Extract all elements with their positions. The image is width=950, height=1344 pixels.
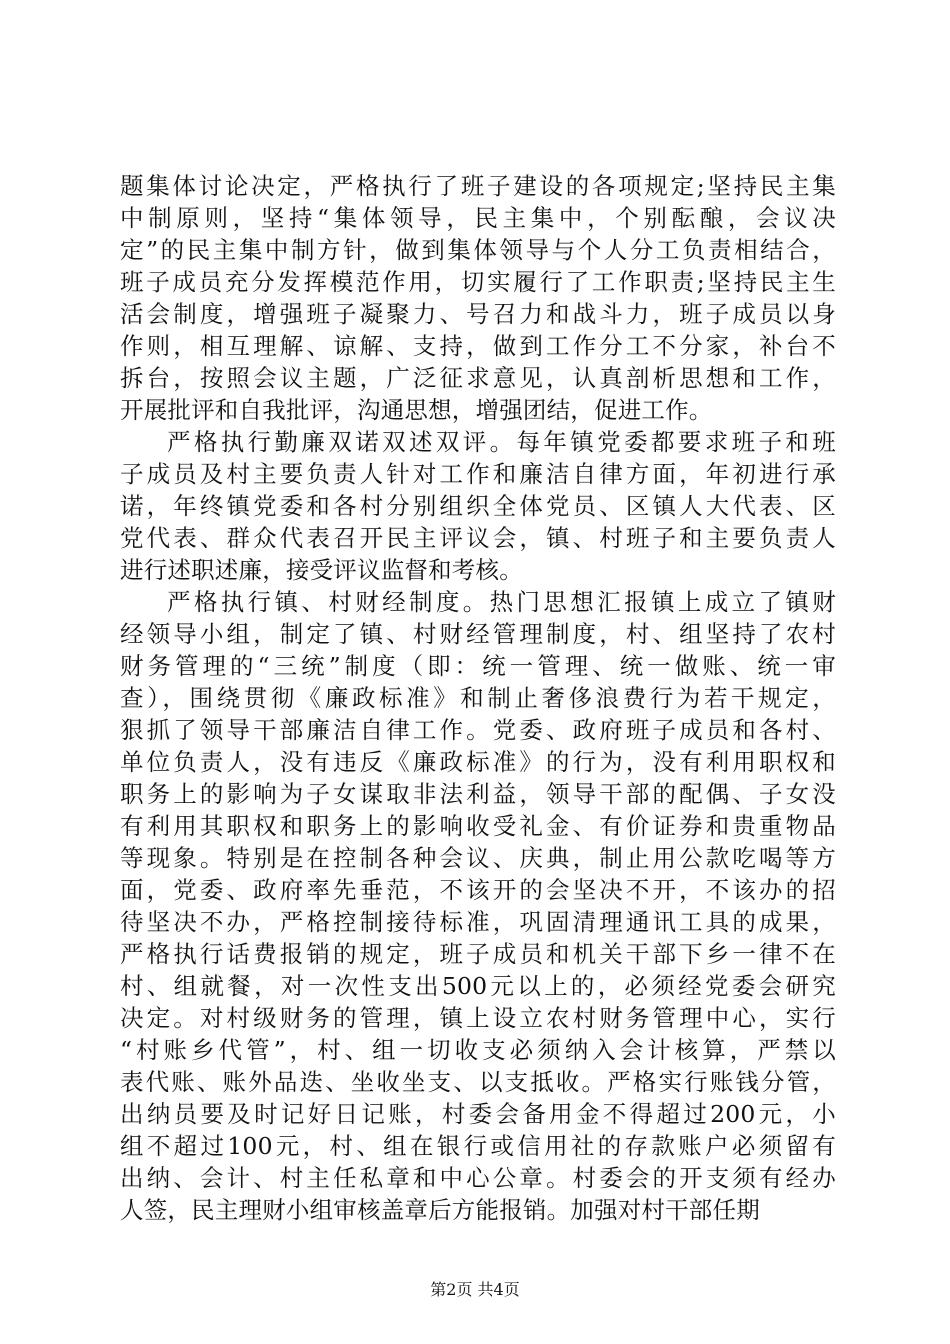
text-line: 诺，年终镇党委和各村分别组织全体党员、区镇人大代表、区	[120, 492, 836, 520]
document-body	[120, 170, 836, 1226]
text-line: 定”的民主集中制方针，做到集体领导与个人分工负责相结合，	[120, 236, 836, 264]
text-line: 子成员及村主要负责人针对工作和廉洁自律方面，年初进行承	[120, 460, 836, 488]
text-line: “村账乡代管”，村、组一切收支必须纳入会计核算，严禁以	[120, 1036, 836, 1064]
text-line: 拆台，按照会议主题，广泛征求意见，认真剖析思想和工作，	[120, 364, 836, 392]
text-line: 面，党委、政府率先垂范，不该开的会坚决不开，不该办的招	[120, 876, 836, 904]
text-line: 有利用其职权和职务上的影响收受礼金、有价证券和贵重物品	[120, 812, 836, 840]
text-line: 待坚决不办，严格控制接待标准，巩固清理通讯工具的成果，	[120, 908, 836, 936]
text-line: 中制原则，坚持“集体领导，民主集中，个别酝酿，会议决	[120, 204, 836, 232]
text-line: 等现象。特别是在控制各种会议、庆典，制止用公款吃喝等方	[120, 844, 836, 872]
text-line: 表代账、账外品迭、坐收坐支、以支抵收。严格实行账钱分管，	[120, 1068, 836, 1096]
text-line: 财务管理的“三统”制度（即：统一管理、统一做账、统一审	[120, 652, 836, 680]
text-line: 职务上的影响为子女谋取非法利益，领导干部的配偶、子女没	[120, 780, 836, 808]
text-line: 组不超过100元，村、组在银行或信用社的存款账户必须留有	[120, 1132, 836, 1160]
text-line: 严格执行勤廉双诺双述双评。每年镇党委都要求班子和班	[167, 428, 836, 456]
text-line: 党代表、群众代表召开民主评议会，镇、村班子和主要负责人	[120, 524, 836, 552]
text-line: 班子成员充分发挥模范作用，切实履行了工作职责;坚持民主生	[120, 268, 836, 296]
text-line: 出纳、会计、村主任私章和中心公章。村委会的开支须有经办	[120, 1164, 836, 1192]
text-line: 严格执行镇、村财经制度。热门思想汇报镇上成立了镇财	[167, 588, 836, 616]
text-line: 决定。对村级财务的管理，镇上设立农村财务管理中心，实行	[120, 1004, 836, 1032]
paragraph	[120, 586, 836, 1226]
text-line: 单位负责人，没有违反《廉政标准》的行为，没有利用职权和	[120, 748, 836, 776]
text-line: 进行述职述廉，接受评议监督和考核。	[120, 556, 523, 584]
text-line: 严格执行话费报销的规定，班子成员和机关干部下乡一律不在	[120, 940, 836, 968]
text-line: 出纳员要及时记好日记账，村委会备用金不得超过200元，小	[120, 1100, 836, 1128]
text-line: 题集体讨论决定，严格执行了班子建设的各项规定;坚持民主集	[120, 172, 836, 200]
page-footer: 第2页 共4页	[430, 1280, 520, 1299]
text-line: 经领导小组，制定了镇、村财经管理制度，村、组坚持了农村	[120, 620, 836, 648]
paragraph	[120, 170, 836, 426]
text-line: 开展批评和自我批评，沟通思想，增强团结，促进工作。	[120, 396, 713, 424]
text-line: 作则，相互理解、谅解、支持，做到工作分工不分家，补台不	[120, 332, 836, 360]
text-line: 查），围绕贯彻《廉政标准》和制止奢侈浪费行为若干规定，	[120, 684, 836, 712]
text-line: 村、组就餐，对一次性支出500元以上的，必须经党委会研究	[120, 972, 836, 1000]
text-line: 活会制度，增强班子凝聚力、号召力和战斗力，班子成员以身	[120, 300, 836, 328]
text-line: 狠抓了领导干部廉洁自律工作。党委、政府班子成员和各村、	[120, 716, 836, 744]
paragraph	[120, 426, 836, 586]
text-line: 人签，民主理财小组审核盖章后方能报销。加强对村干部任期	[120, 1196, 760, 1224]
